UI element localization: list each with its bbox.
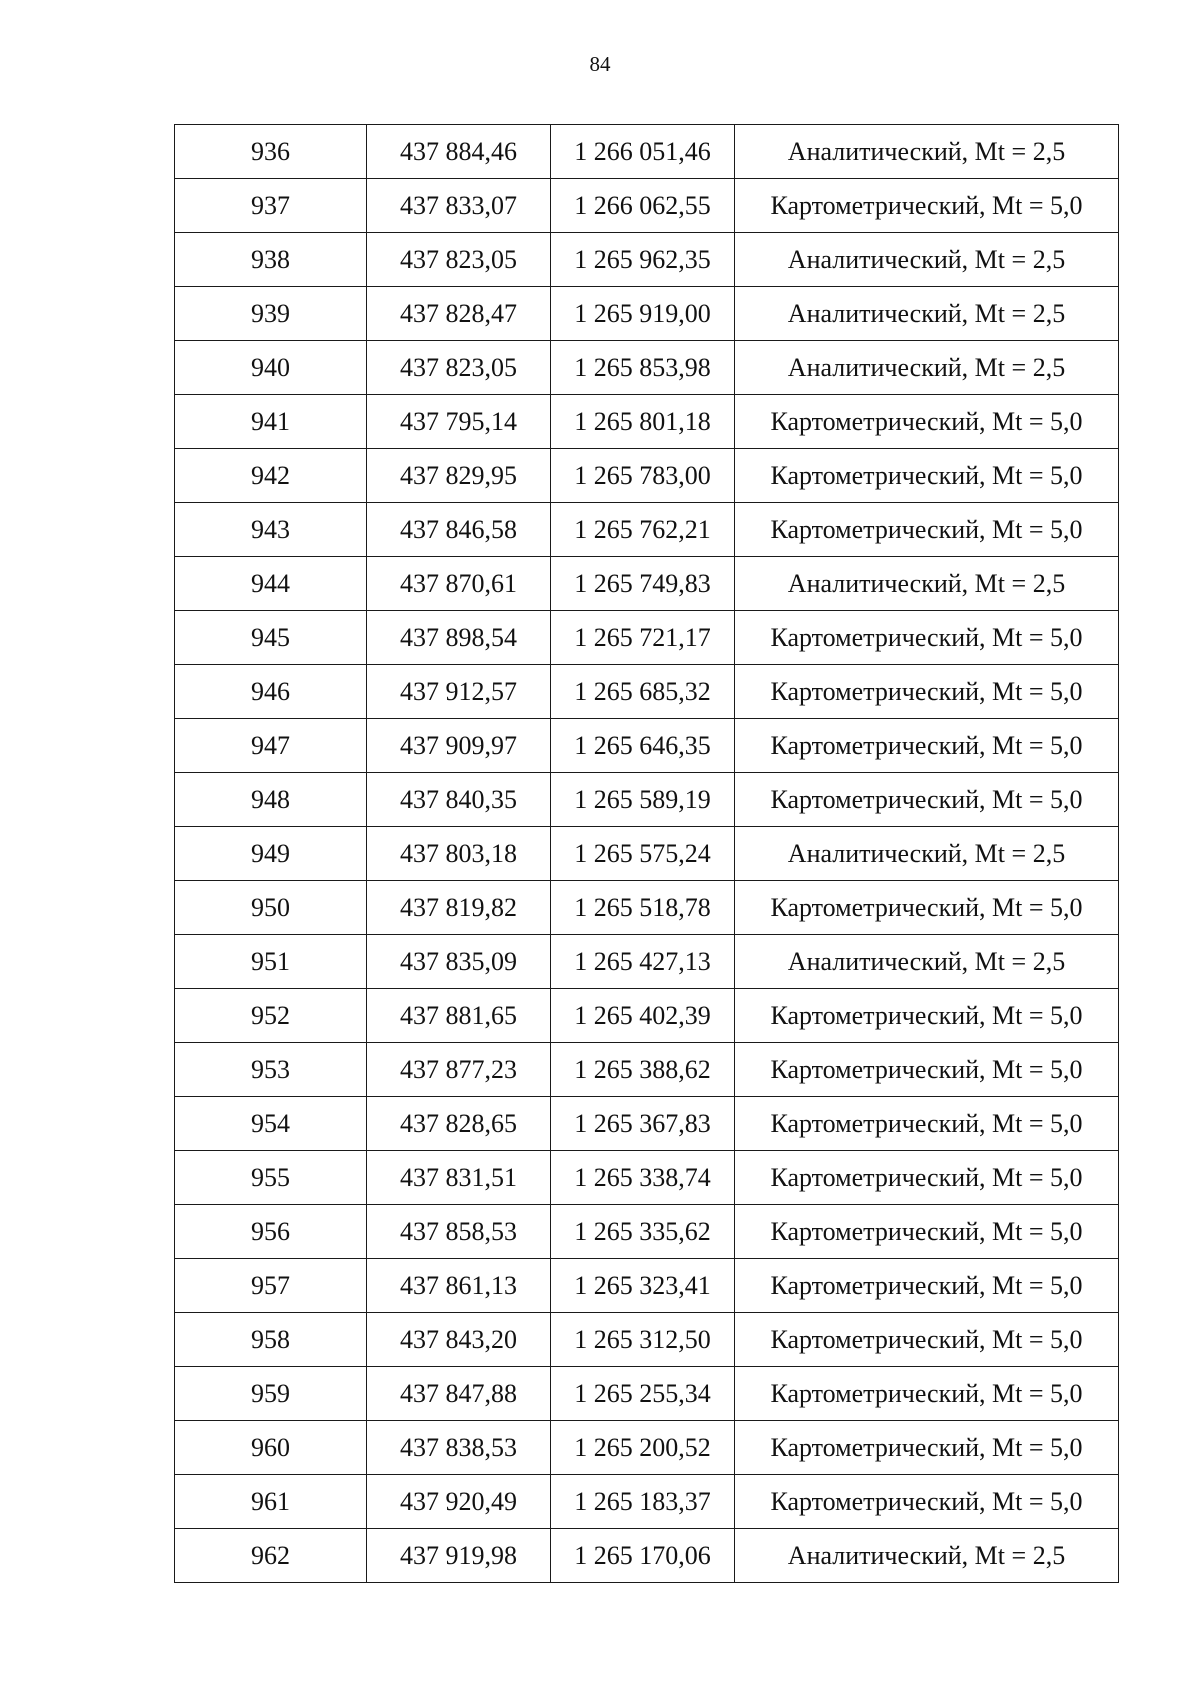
table-row bbox=[175, 1097, 1119, 1151]
point-number-cell: 950 bbox=[175, 881, 367, 935]
x-coordinate-cell: 437 843,20 bbox=[367, 1313, 551, 1367]
page-number: 84 bbox=[589, 52, 611, 76]
method-accuracy-cell: Картометрический, Mt = 5,0 bbox=[735, 395, 1119, 449]
method-accuracy-cell: Картометрический, Mt = 5,0 bbox=[735, 1097, 1119, 1151]
y-coordinate-cell: 1 265 801,18 bbox=[551, 395, 735, 449]
x-coordinate-cell: 437 840,35 bbox=[367, 773, 551, 827]
x-coordinate-cell: 437 881,65 bbox=[367, 989, 551, 1043]
x-coordinate-cell: 437 884,46 bbox=[367, 125, 551, 179]
point-number-cell: 951 bbox=[175, 935, 367, 989]
y-coordinate-cell: 1 265 427,13 bbox=[551, 935, 735, 989]
point-number-cell: 946 bbox=[175, 665, 367, 719]
method-accuracy-cell: Картометрический, Mt = 5,0 bbox=[735, 773, 1119, 827]
x-coordinate-cell: 437 803,18 bbox=[367, 827, 551, 881]
x-coordinate-cell: 437 847,88 bbox=[367, 1367, 551, 1421]
point-number-cell: 940 bbox=[175, 341, 367, 395]
point-number-cell: 944 bbox=[175, 557, 367, 611]
x-coordinate-cell: 437 877,23 bbox=[367, 1043, 551, 1097]
point-number-cell: 959 bbox=[175, 1367, 367, 1421]
table-row bbox=[175, 611, 1119, 665]
y-coordinate-cell: 1 265 962,35 bbox=[551, 233, 735, 287]
x-coordinate-cell: 437 829,95 bbox=[367, 449, 551, 503]
table-row bbox=[175, 1421, 1119, 1475]
point-number-cell: 943 bbox=[175, 503, 367, 557]
y-coordinate-cell: 1 265 783,00 bbox=[551, 449, 735, 503]
method-accuracy-cell: Картометрический, Mt = 5,0 bbox=[735, 1475, 1119, 1529]
method-accuracy-cell: Аналитический, Mt = 2,5 bbox=[735, 1529, 1119, 1583]
x-coordinate-cell: 437 898,54 bbox=[367, 611, 551, 665]
y-coordinate-cell: 1 265 323,41 bbox=[551, 1259, 735, 1313]
table-row bbox=[175, 1313, 1119, 1367]
table-row bbox=[175, 989, 1119, 1043]
table-row bbox=[175, 1475, 1119, 1529]
x-coordinate-cell: 437 912,57 bbox=[367, 665, 551, 719]
x-coordinate-cell: 437 819,82 bbox=[367, 881, 551, 935]
y-coordinate-cell: 1 265 200,52 bbox=[551, 1421, 735, 1475]
table-row bbox=[175, 395, 1119, 449]
point-number-cell: 958 bbox=[175, 1313, 367, 1367]
table-row bbox=[175, 1151, 1119, 1205]
point-number-cell: 954 bbox=[175, 1097, 367, 1151]
method-accuracy-cell: Картометрический, Mt = 5,0 bbox=[735, 1259, 1119, 1313]
point-number-cell: 948 bbox=[175, 773, 367, 827]
point-number-cell: 957 bbox=[175, 1259, 367, 1313]
y-coordinate-cell: 1 265 575,24 bbox=[551, 827, 735, 881]
y-coordinate-cell: 1 265 749,83 bbox=[551, 557, 735, 611]
y-coordinate-cell: 1 265 518,78 bbox=[551, 881, 735, 935]
method-accuracy-cell: Аналитический, Mt = 2,5 bbox=[735, 341, 1119, 395]
method-accuracy-cell: Аналитический, Mt = 2,5 bbox=[735, 557, 1119, 611]
point-number-cell: 939 bbox=[175, 287, 367, 341]
x-coordinate-cell: 437 838,53 bbox=[367, 1421, 551, 1475]
method-accuracy-cell: Картометрический, Mt = 5,0 bbox=[735, 1043, 1119, 1097]
y-coordinate-cell: 1 265 338,74 bbox=[551, 1151, 735, 1205]
x-coordinate-cell: 437 831,51 bbox=[367, 1151, 551, 1205]
x-coordinate-cell: 437 858,53 bbox=[367, 1205, 551, 1259]
method-accuracy-cell: Картометрический, Mt = 5,0 bbox=[735, 179, 1119, 233]
method-accuracy-cell: Картометрический, Mt = 5,0 bbox=[735, 1313, 1119, 1367]
point-number-cell: 949 bbox=[175, 827, 367, 881]
method-accuracy-cell: Картометрический, Mt = 5,0 bbox=[735, 719, 1119, 773]
table-row bbox=[175, 1205, 1119, 1259]
method-accuracy-cell: Аналитический, Mt = 2,5 bbox=[735, 935, 1119, 989]
table-row bbox=[175, 665, 1119, 719]
y-coordinate-cell: 1 265 388,62 bbox=[551, 1043, 735, 1097]
x-coordinate-cell: 437 835,09 bbox=[367, 935, 551, 989]
coordinates-table-body bbox=[175, 125, 1119, 1583]
method-accuracy-cell: Картометрический, Mt = 5,0 bbox=[735, 1151, 1119, 1205]
point-number-cell: 962 bbox=[175, 1529, 367, 1583]
table-row bbox=[175, 1367, 1119, 1421]
y-coordinate-cell: 1 265 183,37 bbox=[551, 1475, 735, 1529]
y-coordinate-cell: 1 265 367,83 bbox=[551, 1097, 735, 1151]
y-coordinate-cell: 1 265 721,17 bbox=[551, 611, 735, 665]
table-row bbox=[175, 881, 1119, 935]
table-row bbox=[175, 1529, 1119, 1583]
point-number-cell: 936 bbox=[175, 125, 367, 179]
method-accuracy-cell: Картометрический, Mt = 5,0 bbox=[735, 665, 1119, 719]
point-number-cell: 937 bbox=[175, 179, 367, 233]
method-accuracy-cell: Аналитический, Mt = 2,5 bbox=[735, 233, 1119, 287]
point-number-cell: 956 bbox=[175, 1205, 367, 1259]
table-row bbox=[175, 125, 1119, 179]
y-coordinate-cell: 1 266 062,55 bbox=[551, 179, 735, 233]
y-coordinate-cell: 1 265 589,19 bbox=[551, 773, 735, 827]
table-row bbox=[175, 503, 1119, 557]
table-row bbox=[175, 179, 1119, 233]
method-accuracy-cell: Картометрический, Mt = 5,0 bbox=[735, 449, 1119, 503]
method-accuracy-cell: Картометрический, Mt = 5,0 bbox=[735, 1421, 1119, 1475]
x-coordinate-cell: 437 861,13 bbox=[367, 1259, 551, 1313]
point-number-cell: 941 bbox=[175, 395, 367, 449]
method-accuracy-cell: Аналитический, Mt = 2,5 bbox=[735, 827, 1119, 881]
x-coordinate-cell: 437 920,49 bbox=[367, 1475, 551, 1529]
x-coordinate-cell: 437 919,98 bbox=[367, 1529, 551, 1583]
y-coordinate-cell: 1 265 762,21 bbox=[551, 503, 735, 557]
table-row bbox=[175, 773, 1119, 827]
point-number-cell: 942 bbox=[175, 449, 367, 503]
y-coordinate-cell: 1 265 170,06 bbox=[551, 1529, 735, 1583]
point-number-cell: 938 bbox=[175, 233, 367, 287]
table-row bbox=[175, 287, 1119, 341]
method-accuracy-cell: Картометрический, Mt = 5,0 bbox=[735, 1205, 1119, 1259]
x-coordinate-cell: 437 833,07 bbox=[367, 179, 551, 233]
table-row bbox=[175, 1259, 1119, 1313]
method-accuracy-cell: Картометрический, Mt = 5,0 bbox=[735, 881, 1119, 935]
point-number-cell: 945 bbox=[175, 611, 367, 665]
table-row bbox=[175, 233, 1119, 287]
point-number-cell: 955 bbox=[175, 1151, 367, 1205]
table-row bbox=[175, 557, 1119, 611]
x-coordinate-cell: 437 909,97 bbox=[367, 719, 551, 773]
table-row bbox=[175, 827, 1119, 881]
table-row bbox=[175, 719, 1119, 773]
y-coordinate-cell: 1 265 335,62 bbox=[551, 1205, 735, 1259]
point-number-cell: 960 bbox=[175, 1421, 367, 1475]
method-accuracy-cell: Картометрический, Mt = 5,0 bbox=[735, 989, 1119, 1043]
x-coordinate-cell: 437 870,61 bbox=[367, 557, 551, 611]
method-accuracy-cell: Картометрический, Mt = 5,0 bbox=[735, 1367, 1119, 1421]
y-coordinate-cell: 1 265 255,34 bbox=[551, 1367, 735, 1421]
x-coordinate-cell: 437 828,65 bbox=[367, 1097, 551, 1151]
table-row bbox=[175, 341, 1119, 395]
y-coordinate-cell: 1 265 919,00 bbox=[551, 287, 735, 341]
x-coordinate-cell: 437 823,05 bbox=[367, 233, 551, 287]
y-coordinate-cell: 1 265 853,98 bbox=[551, 341, 735, 395]
table-row bbox=[175, 1043, 1119, 1097]
point-number-cell: 947 bbox=[175, 719, 367, 773]
method-accuracy-cell: Аналитический, Mt = 2,5 bbox=[735, 125, 1119, 179]
y-coordinate-cell: 1 265 312,50 bbox=[551, 1313, 735, 1367]
method-accuracy-cell: Картометрический, Mt = 5,0 bbox=[735, 611, 1119, 665]
x-coordinate-cell: 437 795,14 bbox=[367, 395, 551, 449]
y-coordinate-cell: 1 266 051,46 bbox=[551, 125, 735, 179]
y-coordinate-cell: 1 265 685,32 bbox=[551, 665, 735, 719]
x-coordinate-cell: 437 823,05 bbox=[367, 341, 551, 395]
y-coordinate-cell: 1 265 402,39 bbox=[551, 989, 735, 1043]
table-row bbox=[175, 935, 1119, 989]
coordinates-table bbox=[174, 124, 1119, 1583]
method-accuracy-cell: Картометрический, Mt = 5,0 bbox=[735, 503, 1119, 557]
point-number-cell: 953 bbox=[175, 1043, 367, 1097]
table-row bbox=[175, 449, 1119, 503]
point-number-cell: 961 bbox=[175, 1475, 367, 1529]
y-coordinate-cell: 1 265 646,35 bbox=[551, 719, 735, 773]
method-accuracy-cell: Аналитический, Mt = 2,5 bbox=[735, 287, 1119, 341]
x-coordinate-cell: 437 828,47 bbox=[367, 287, 551, 341]
point-number-cell: 952 bbox=[175, 989, 367, 1043]
x-coordinate-cell: 437 846,58 bbox=[367, 503, 551, 557]
